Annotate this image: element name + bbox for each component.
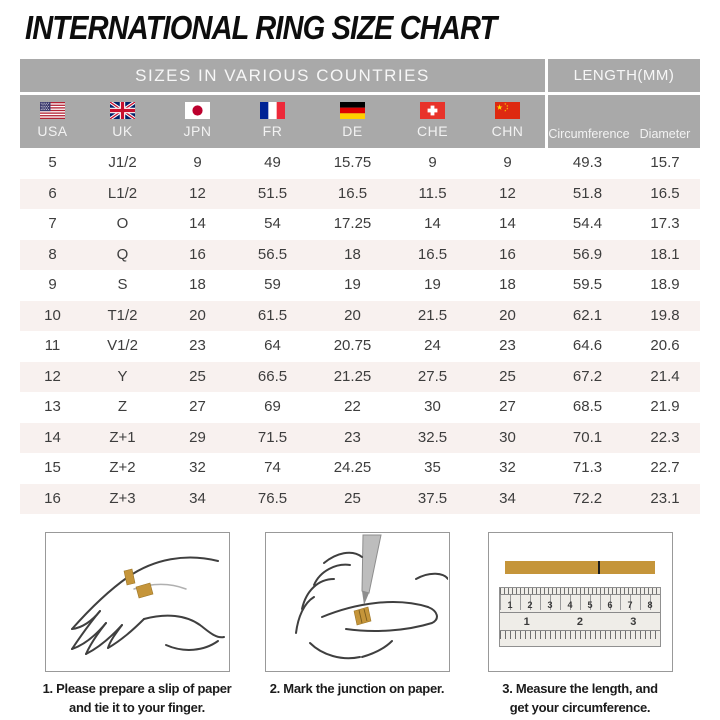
cell-jpn-size: 14 — [189, 215, 206, 232]
cell-diameter: 18.1 — [650, 245, 680, 263]
cell-che-size: 30 — [424, 398, 441, 415]
cell-chn-size: 32 — [499, 459, 516, 476]
cell-circumference: 51.8 — [572, 184, 603, 202]
cell-circumference: 64.6 — [572, 337, 603, 354]
paper-strip — [505, 561, 655, 574]
cell-usa-size: 16 — [44, 489, 61, 507]
table-body — [20, 148, 700, 514]
cell-chn-size: 9 — [503, 154, 512, 171]
cell-jpn-size: 9 — [193, 154, 202, 171]
caption-line: 2. Mark the junction on paper. — [269, 681, 445, 696]
ruler-cm-number: 4 — [567, 600, 573, 610]
cell-jpn-size: 27 — [189, 398, 206, 415]
cell-fr-size: 76.5 — [257, 489, 288, 507]
table-row — [20, 423, 700, 454]
cell-che-size: 32.5 — [417, 428, 448, 446]
table-row — [20, 331, 700, 362]
usa-flag-icon — [40, 102, 65, 119]
table-row — [20, 301, 700, 332]
cell-chn-size: 30 — [499, 428, 516, 446]
cell-chn-size: 18 — [499, 276, 516, 293]
country-code-label: DE — [342, 123, 363, 139]
hand-with-paper-strip-icon — [46, 533, 228, 670]
ruler-cm-number: 2 — [527, 600, 533, 610]
cell-chn-size: 23 — [499, 337, 516, 354]
hand-marking-with-pen-icon — [266, 533, 448, 670]
cell-jpn-size: 23 — [189, 337, 206, 354]
cell-che-size: 37.5 — [417, 489, 448, 507]
caption-line: 1. Please prepare a slip of paper — [42, 681, 232, 696]
cell-fr-size: 56.5 — [257, 245, 288, 263]
step-2-caption — [270, 679, 444, 698]
country-column-jpn — [160, 95, 235, 148]
cell-uk-size: L1/2 — [107, 184, 138, 202]
table-row — [20, 209, 700, 240]
cell-de-size: 24.25 — [333, 459, 372, 476]
caption-line: and tie it to your finger. — [69, 700, 205, 715]
cell-de-size: 22 — [344, 398, 361, 415]
china-flag-icon — [495, 102, 520, 119]
country-code-label: FR — [262, 123, 283, 139]
cell-diameter: 21.9 — [650, 398, 680, 415]
cell-chn-size: 34 — [499, 489, 516, 507]
step-3-illustration-box — [488, 532, 673, 672]
cell-chn-size: 25 — [499, 367, 516, 385]
cell-chn-size: 27 — [499, 398, 516, 415]
table-row — [20, 484, 700, 515]
country-column-uk — [85, 95, 160, 148]
japan-flag-icon — [185, 102, 210, 119]
cell-usa-size: 12 — [44, 367, 61, 385]
table-row — [20, 148, 700, 179]
cell-che-size: 11.5 — [418, 184, 447, 202]
cell-uk-size: Z+3 — [109, 489, 136, 507]
flag-header-band — [20, 95, 700, 148]
cell-usa-size: 10 — [44, 306, 61, 324]
ruler-bottom-ticks — [500, 630, 660, 639]
cell-usa-size: 9 — [48, 276, 57, 293]
cell-uk-size: Q — [116, 245, 129, 263]
cell-de-size: 20 — [344, 306, 361, 324]
cell-diameter: 23.1 — [650, 489, 680, 507]
cell-chn-size: 12 — [499, 184, 516, 202]
ruler-inch-number: 2 — [576, 615, 584, 628]
cell-che-size: 14 — [424, 215, 441, 232]
cell-de-size: 25 — [344, 489, 361, 507]
sizes-header: SIZES IN VARIOUS COUNTRIES — [20, 59, 545, 92]
cell-circumference: 72.2 — [572, 489, 603, 507]
table-row — [20, 270, 700, 301]
step-2-illustration-box — [265, 532, 450, 672]
step-3 — [460, 532, 700, 717]
cell-fr-size: 54 — [264, 215, 281, 232]
cell-jpn-size: 20 — [189, 306, 206, 324]
country-column-de — [310, 95, 395, 148]
caption-line: get your circumference. — [509, 700, 651, 715]
table-row — [20, 179, 700, 210]
cell-uk-size: J1/2 — [108, 154, 137, 171]
table-row — [20, 392, 700, 423]
uk-flag-icon — [110, 102, 135, 119]
cell-fr-size: 71.5 — [257, 428, 288, 446]
cell-circumference: 70.1 — [572, 428, 603, 446]
country-column-che — [395, 95, 470, 148]
germany-flag-icon — [340, 102, 365, 119]
ruler-cm-number: 1 — [507, 600, 513, 610]
length-columns-header — [545, 95, 700, 148]
country-column-usa — [20, 95, 85, 148]
page-title: INTERNATIONAL RING SIZE CHART — [25, 9, 497, 46]
step-3-caption — [502, 679, 657, 717]
ruler-cm-number: 5 — [587, 600, 593, 610]
cell-uk-size: Z — [117, 398, 128, 415]
step-1-illustration-box — [45, 532, 230, 672]
cell-diameter: 16.5 — [650, 184, 680, 202]
cell-de-size: 23 — [344, 428, 361, 446]
cell-circumference: 62.1 — [572, 306, 603, 324]
cell-uk-size: Y — [117, 367, 128, 385]
cell-diameter: 19.8 — [650, 306, 680, 324]
country-code-label: USA — [37, 123, 68, 139]
country-code-label: JPN — [183, 123, 212, 139]
ruler-icon — [499, 587, 661, 647]
cell-usa-size: 14 — [44, 428, 61, 446]
cell-jpn-size: 12 — [189, 184, 206, 202]
country-column-chn — [470, 95, 545, 148]
cell-uk-size: Z+2 — [109, 459, 136, 476]
cell-fr-size: 74 — [264, 459, 281, 476]
cell-chn-size: 16 — [499, 245, 516, 263]
circumference-column-label: Circumference — [548, 127, 630, 141]
cell-fr-size: 69 — [264, 398, 281, 415]
cell-fr-size: 66.5 — [257, 367, 288, 385]
cell-circumference: 59.5 — [572, 276, 603, 293]
cell-usa-size: 7 — [48, 215, 57, 232]
cell-jpn-size: 34 — [189, 489, 206, 507]
ruler-inch-scale — [500, 613, 660, 630]
cell-diameter: 18.9 — [650, 276, 680, 293]
country-code-label: UK — [112, 123, 133, 139]
cell-che-size: 19 — [424, 276, 441, 293]
cell-circumference: 68.5 — [572, 398, 603, 415]
mark-line — [598, 561, 600, 574]
cell-che-size: 24 — [424, 337, 441, 354]
cell-jpn-size: 32 — [189, 459, 206, 476]
cell-fr-size: 64 — [264, 337, 281, 354]
cell-usa-size: 8 — [48, 245, 57, 263]
ruler-cm-number: 3 — [547, 600, 553, 610]
ruler-cm-scale — [500, 595, 660, 610]
ruler-inch-number: 1 — [523, 615, 530, 628]
cell-diameter: 15.7 — [650, 154, 680, 171]
cell-uk-size: O — [116, 215, 129, 232]
cell-usa-size: 11 — [44, 337, 61, 354]
cell-usa-size: 13 — [44, 398, 61, 415]
cell-fr-size: 59 — [264, 276, 281, 293]
cell-chn-size: 20 — [499, 306, 516, 324]
cell-uk-size: S — [117, 276, 128, 293]
caption-line: 3. Measure the length, and — [502, 681, 658, 696]
cell-circumference: 54.4 — [572, 215, 603, 232]
cell-fr-size: 61.5 — [257, 306, 288, 324]
cell-usa-size: 15 — [44, 459, 61, 476]
country-column-fr — [235, 95, 310, 148]
step-1-caption — [43, 679, 232, 717]
table-row — [20, 240, 700, 271]
cell-diameter: 20.6 — [650, 337, 680, 354]
cell-circumference: 67.2 — [572, 367, 603, 385]
cell-uk-size: V1/2 — [107, 337, 138, 354]
cell-fr-size: 51.5 — [257, 184, 288, 202]
step-1 — [20, 532, 254, 717]
france-flag-icon — [260, 102, 285, 119]
cell-chn-size: 14 — [499, 215, 516, 232]
cell-usa-size: 6 — [48, 184, 57, 202]
cell-circumference: 71.3 — [572, 459, 603, 476]
measuring-steps — [20, 532, 700, 717]
cell-che-size: 27.5 — [417, 367, 448, 385]
step-2 — [254, 532, 460, 717]
ruler-inch-number: 3 — [630, 615, 637, 628]
cell-che-size: 21.5 — [417, 306, 448, 324]
cell-uk-size: Z+1 — [109, 428, 136, 446]
ruler-cm-number: 8 — [647, 600, 653, 610]
switzerland-flag-icon — [420, 102, 445, 119]
cell-diameter: 22.3 — [650, 428, 680, 446]
cell-usa-size: 5 — [48, 154, 57, 171]
cell-de-size: 17.25 — [333, 215, 372, 232]
cell-diameter: 17.3 — [650, 215, 680, 232]
cell-che-size: 9 — [428, 154, 437, 171]
ruler-top-ticks — [500, 588, 660, 595]
cell-diameter: 21.4 — [650, 367, 680, 385]
table-row — [20, 453, 700, 484]
cell-jpn-size: 18 — [189, 276, 206, 293]
cell-circumference: 49.3 — [572, 154, 603, 171]
cell-de-size: 20.75 — [333, 337, 372, 354]
cell-diameter: 22.7 — [650, 459, 680, 476]
table-header-band — [20, 59, 700, 92]
cell-de-size: 21.25 — [333, 367, 372, 385]
cell-che-size: 16.5 — [417, 245, 448, 263]
cell-de-size: 15.75 — [333, 154, 372, 171]
cell-fr-size: 49 — [264, 154, 281, 171]
ring-size-table — [20, 59, 700, 514]
country-code-label: CHE — [416, 123, 449, 139]
cell-de-size: 19 — [344, 276, 361, 293]
diameter-column-label: Diameter — [639, 127, 691, 141]
table-row — [20, 362, 700, 393]
cell-uk-size: T1/2 — [107, 306, 138, 324]
cell-circumference: 56.9 — [572, 245, 603, 263]
ruler-cm-number: 7 — [627, 600, 633, 610]
ruler-cm-number: 6 — [607, 600, 613, 610]
length-header: LENGTH(MM) — [545, 59, 700, 92]
cell-de-size: 18 — [344, 245, 361, 263]
cell-jpn-size: 25 — [189, 367, 206, 385]
cell-jpn-size: 16 — [189, 245, 206, 263]
cell-che-size: 35 — [424, 459, 441, 476]
cell-jpn-size: 29 — [189, 428, 206, 446]
cell-de-size: 16.5 — [337, 184, 368, 202]
country-code-label: CHN — [491, 123, 524, 139]
